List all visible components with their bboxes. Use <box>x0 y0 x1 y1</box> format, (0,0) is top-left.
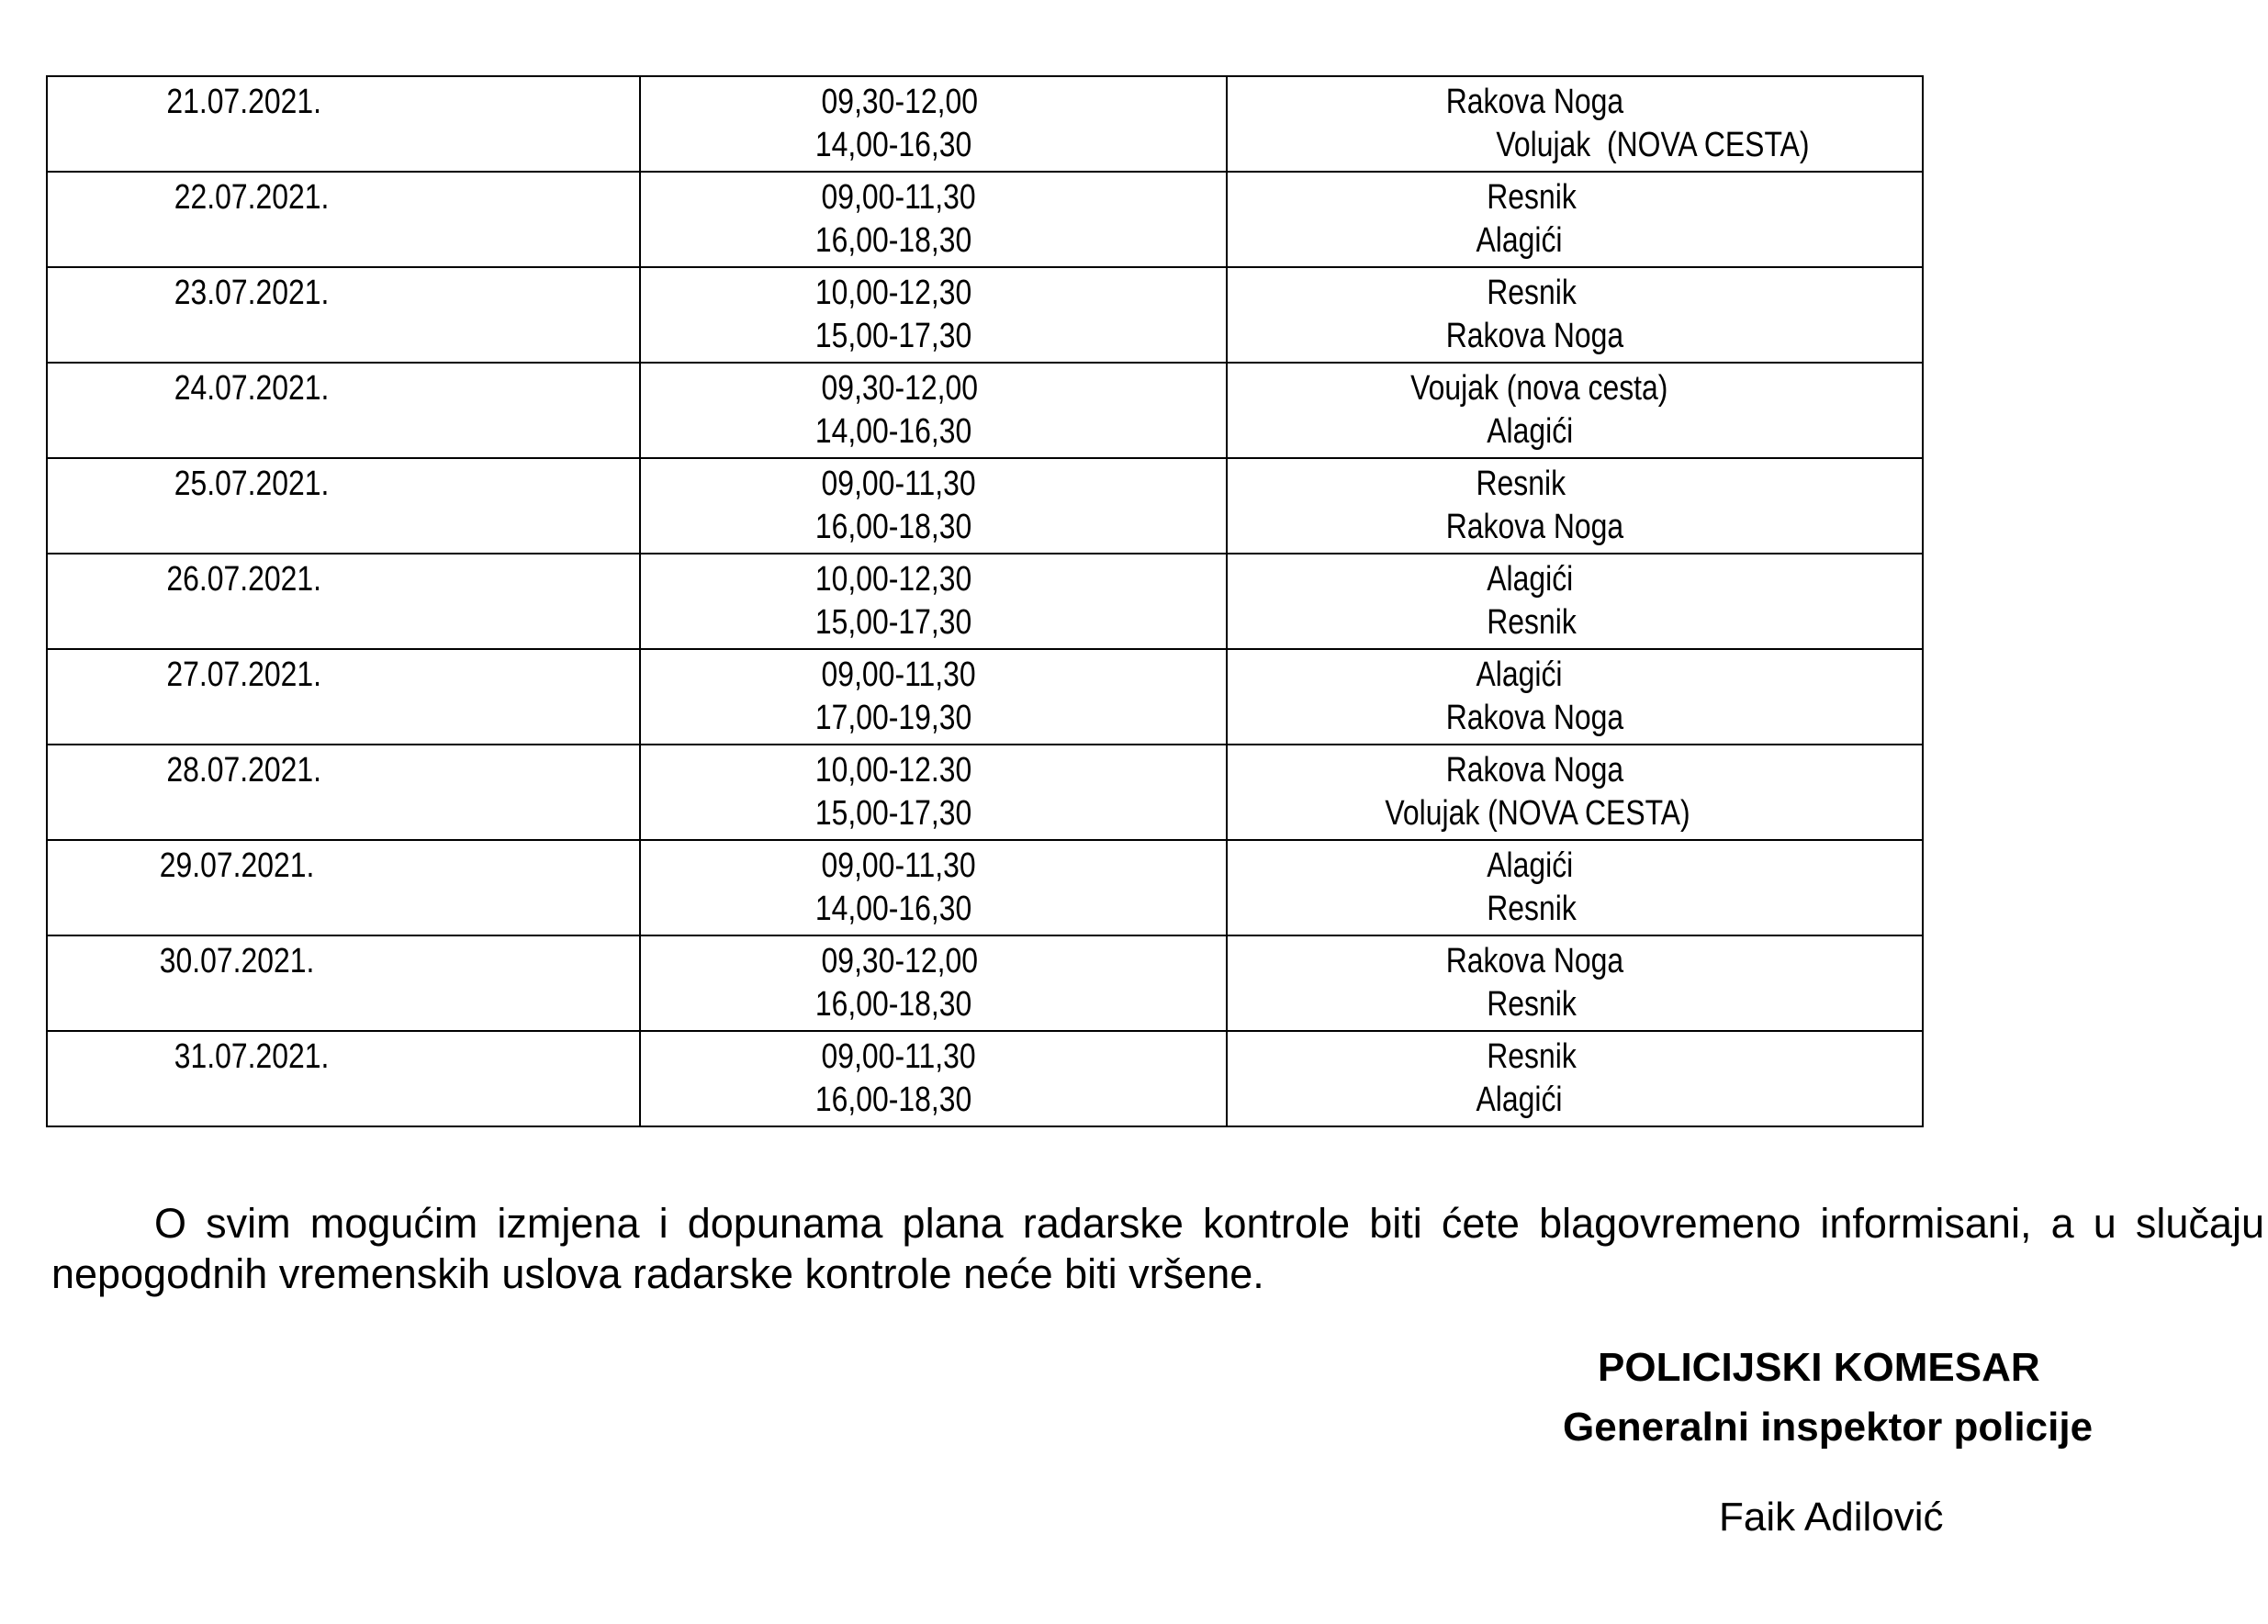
time-slot-text: 16,00-18,30 <box>814 221 972 260</box>
time-slot-text: 09,00-11,30 <box>821 846 976 885</box>
date-cell <box>47 76 640 172</box>
time-slot-text: 09,30-12,00 <box>821 942 978 980</box>
time-cell <box>640 76 1227 172</box>
location-text: Resnik <box>1487 890 1577 928</box>
time-cell <box>640 745 1227 840</box>
time-slot-text: 15,00-17,30 <box>814 317 972 355</box>
location-text: Rakova Noga <box>1445 751 1624 790</box>
location-cell <box>1227 840 1923 935</box>
time-slot-text: 17,00-19,30 <box>814 699 972 737</box>
date-text: 31.07.2021. <box>174 1037 330 1076</box>
time-cell <box>640 1031 1227 1126</box>
time-cell <box>640 458 1227 554</box>
location-cell <box>1227 745 1923 840</box>
note-paragraph <box>51 1198 2264 1299</box>
location-text: Alagići <box>1487 412 1574 451</box>
location-cell <box>1227 1031 1923 1126</box>
time-cell <box>640 840 1227 935</box>
date-text: 23.07.2021. <box>174 274 330 312</box>
date-text: 22.07.2021. <box>174 178 330 217</box>
time-slot-text: 14,00-16,30 <box>814 412 972 451</box>
time-slot-text: 09,00-11,30 <box>821 1037 976 1076</box>
date-cell <box>47 840 640 935</box>
schedule-row <box>47 1031 1923 1126</box>
time-slot-text: 09,00-11,30 <box>821 655 976 694</box>
date-cell <box>47 649 640 745</box>
location-text: Alagići <box>1476 1081 1563 1119</box>
location-text: Volujak (NOVA CESTA) <box>1385 794 1690 833</box>
time-slot-text: 10,00-12.30 <box>814 751 972 790</box>
time-slot-text: 15,00-17,30 <box>814 794 972 833</box>
schedule-row <box>47 458 1923 554</box>
schedule-row <box>47 840 1923 935</box>
radar-schedule-table <box>46 75 1924 1127</box>
time-slot-text: 14,00-16,30 <box>814 126 972 164</box>
date-cell <box>47 745 640 840</box>
date-text: 30.07.2021. <box>159 942 315 980</box>
time-slot-text: 16,00-18,30 <box>814 508 972 546</box>
signature-title: POLICIJSKI KOMESAR <box>1598 1345 2040 1390</box>
date-text: 21.07.2021. <box>166 83 321 121</box>
location-text: Rakova Noga <box>1445 508 1624 546</box>
location-text: Resnik <box>1487 985 1577 1024</box>
note-text: O svim mogućim izmjena i dopunama plana radarske kontrole biti ćete blagovremeno informisani, a u slučaju nepogodnih vremenskih uslova radarske kontrole neće biti vršene. <box>51 1200 2264 1297</box>
time-cell <box>640 935 1227 1031</box>
location-text: Alagići <box>1487 846 1574 885</box>
location-text: Rakova Noga <box>1445 699 1624 737</box>
location-cell <box>1227 363 1923 458</box>
time-slot-text: 09,00-11,30 <box>821 178 976 217</box>
location-text: Alagići <box>1476 655 1563 694</box>
signature-subtitle: Generalni inspektor policije <box>1563 1405 2094 1450</box>
location-text: Alagići <box>1487 560 1574 599</box>
date-text: 24.07.2021. <box>174 369 330 408</box>
date-cell <box>47 458 640 554</box>
location-text: Resnik <box>1487 1037 1577 1076</box>
date-cell <box>47 363 640 458</box>
location-cell <box>1227 935 1923 1031</box>
signature-name: Faik Adilović <box>1719 1495 1944 1540</box>
location-text: Voujak (nova cesta) <box>1410 369 1668 408</box>
schedule-row <box>47 745 1923 840</box>
time-slot-text: 10,00-12,30 <box>814 560 972 599</box>
time-cell <box>640 649 1227 745</box>
schedule-row <box>47 363 1923 458</box>
date-text: 29.07.2021. <box>159 846 315 885</box>
location-cell <box>1227 554 1923 649</box>
date-cell <box>47 935 640 1031</box>
date-cell <box>47 1031 640 1126</box>
schedule-row <box>47 267 1923 363</box>
time-cell <box>640 172 1227 267</box>
schedule-row <box>47 935 1923 1031</box>
location-text: Alagići <box>1476 221 1563 260</box>
schedule-body <box>47 76 1923 1126</box>
schedule-row <box>47 172 1923 267</box>
date-cell <box>47 267 640 363</box>
date-text: 26.07.2021. <box>166 560 321 599</box>
time-slot-text: 09,30-12,00 <box>821 369 978 408</box>
date-text: 25.07.2021. <box>174 465 330 503</box>
date-text: 27.07.2021. <box>166 655 321 694</box>
time-cell <box>640 554 1227 649</box>
location-cell <box>1227 172 1923 267</box>
schedule-row <box>47 649 1923 745</box>
location-text: Rakova Noga <box>1445 317 1624 355</box>
location-cell <box>1227 76 1923 172</box>
time-slot-text: 09,00-11,30 <box>821 465 976 503</box>
time-slot-text: 14,00-16,30 <box>814 890 972 928</box>
time-cell <box>640 267 1227 363</box>
time-slot-text: 09,30-12,00 <box>821 83 978 121</box>
time-slot-text: 16,00-18,30 <box>814 1081 972 1119</box>
location-cell <box>1227 458 1923 554</box>
date-text: 28.07.2021. <box>166 751 321 790</box>
location-text: Resnik <box>1476 465 1566 503</box>
time-slot-text: 15,00-17,30 <box>814 603 972 642</box>
time-cell <box>640 363 1227 458</box>
schedule-row <box>47 76 1923 172</box>
location-text: Volujak (NOVA CESTA) <box>1496 126 1810 164</box>
time-slot-text: 10,00-12,30 <box>814 274 972 312</box>
location-cell <box>1227 267 1923 363</box>
location-cell <box>1227 649 1923 745</box>
schedule-row <box>47 554 1923 649</box>
location-text: Resnik <box>1487 603 1577 642</box>
location-text: Rakova Noga <box>1445 83 1624 121</box>
time-slot-text: 16,00-18,30 <box>814 985 972 1024</box>
location-text: Resnik <box>1487 178 1577 217</box>
location-text: Resnik <box>1487 274 1577 312</box>
date-cell <box>47 554 640 649</box>
location-text: Rakova Noga <box>1445 942 1624 980</box>
date-cell <box>47 172 640 267</box>
